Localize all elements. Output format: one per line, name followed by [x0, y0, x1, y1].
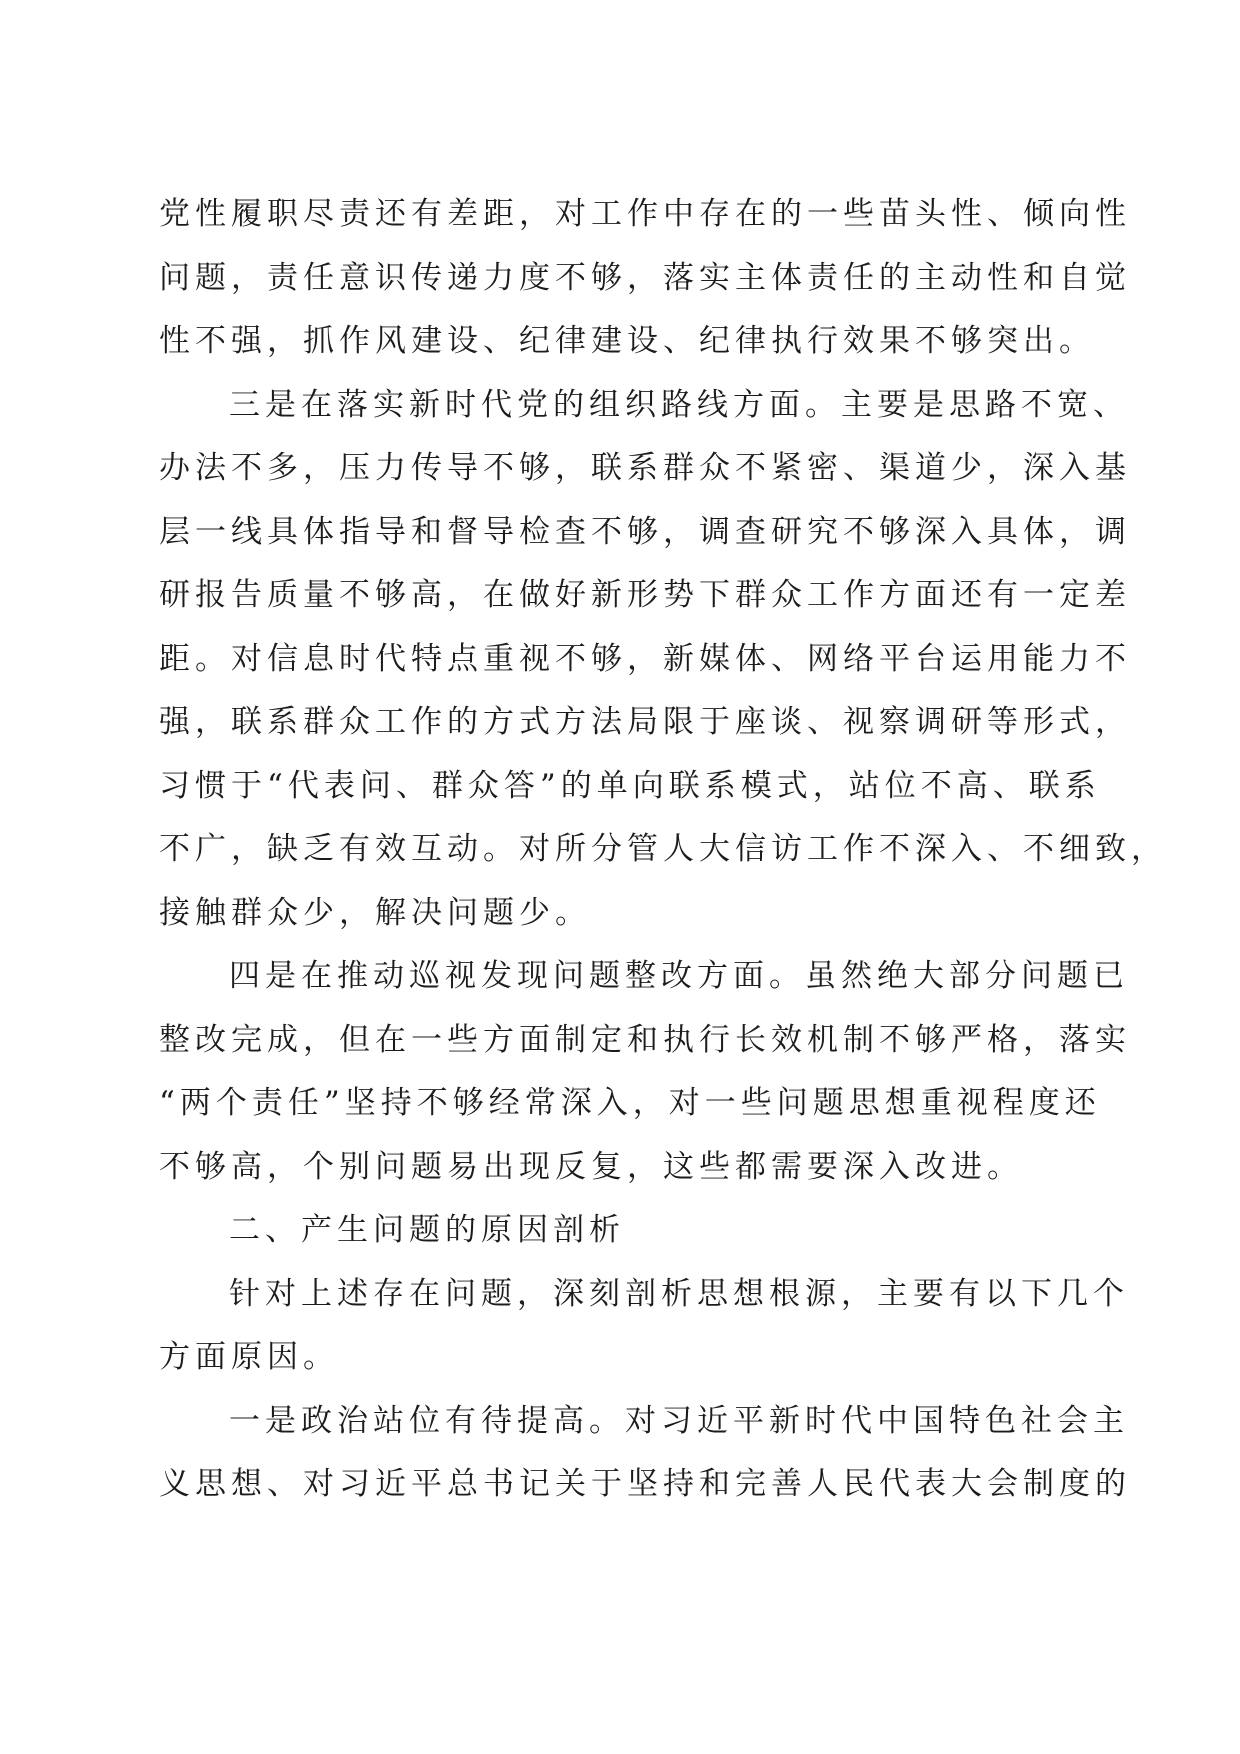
- text-line: 不够高，个别问题易出现反复，这些都需要深入改进。: [159, 1148, 1023, 1185]
- document-body: [159, 183, 1167, 1517]
- section-heading: 二、产生问题的原因剖析: [229, 1212, 625, 1248]
- text-line: 层一线具体指导和督导检查不够，调查研究不够深入具体，调: [159, 513, 1131, 550]
- text-line: 接触群众少，解决问题少。: [159, 894, 591, 931]
- text-line: 性不强，抓作风建设、纪律建设、纪律执行效果不够突出。: [159, 323, 1095, 359]
- text-line: 习惯于“代表问、群众答”的单向联系模式，站位不高、联系: [159, 767, 1101, 804]
- paragraph-four-start: 四是在推动巡视发现问题整改方面。虽然绝大部分问题已: [229, 958, 1129, 994]
- text-line: 研报告质量不够高，在做好新形势下群众工作方面还有一定差: [159, 577, 1131, 613]
- paragraph-one-start: 一是政治站位有待提高。对习近平新时代中国特色社会主: [229, 1402, 1129, 1439]
- text-line: 整改完成，但在一些方面制定和执行长效机制不够严格，落实: [159, 1021, 1131, 1058]
- text-line: 问题，责任意识传递力度不够，落实主体责任的主动性和自觉: [159, 259, 1131, 296]
- text-line: “两个责任”坚持不够经常深入，对一些问题思想重视程度还: [159, 1085, 1101, 1121]
- paragraph-three-start: 三是在落实新时代党的组织路线方面。主要是思路不宽、: [229, 386, 1129, 423]
- text-line: 党性履职尽责还有差距，对工作中存在的一些苗头性、倾向性: [159, 196, 1131, 232]
- intro-paragraph-start: 针对上述存在问题，深刻剖析思想根源，主要有以下几个: [229, 1275, 1129, 1312]
- text-line: 办法不多，压力传导不够，联系群众不紧密、渠道少，深入基: [159, 450, 1131, 486]
- text-line: 强，联系群众工作的方式方法局限于座谈、视察调研等形式，: [159, 704, 1131, 740]
- text-line: 方面原因。: [159, 1339, 339, 1375]
- text-line: 距。对信息时代特点重视不够，新媒体、网络平台运用能力不: [159, 640, 1131, 677]
- text-line: 义思想、对习近平总书记关于坚持和完善人民代表大会制度的: [159, 1466, 1131, 1502]
- text-line: 不广，缺乏有效互动。对所分管人大信访工作不深入、不细致，: [159, 831, 1167, 867]
